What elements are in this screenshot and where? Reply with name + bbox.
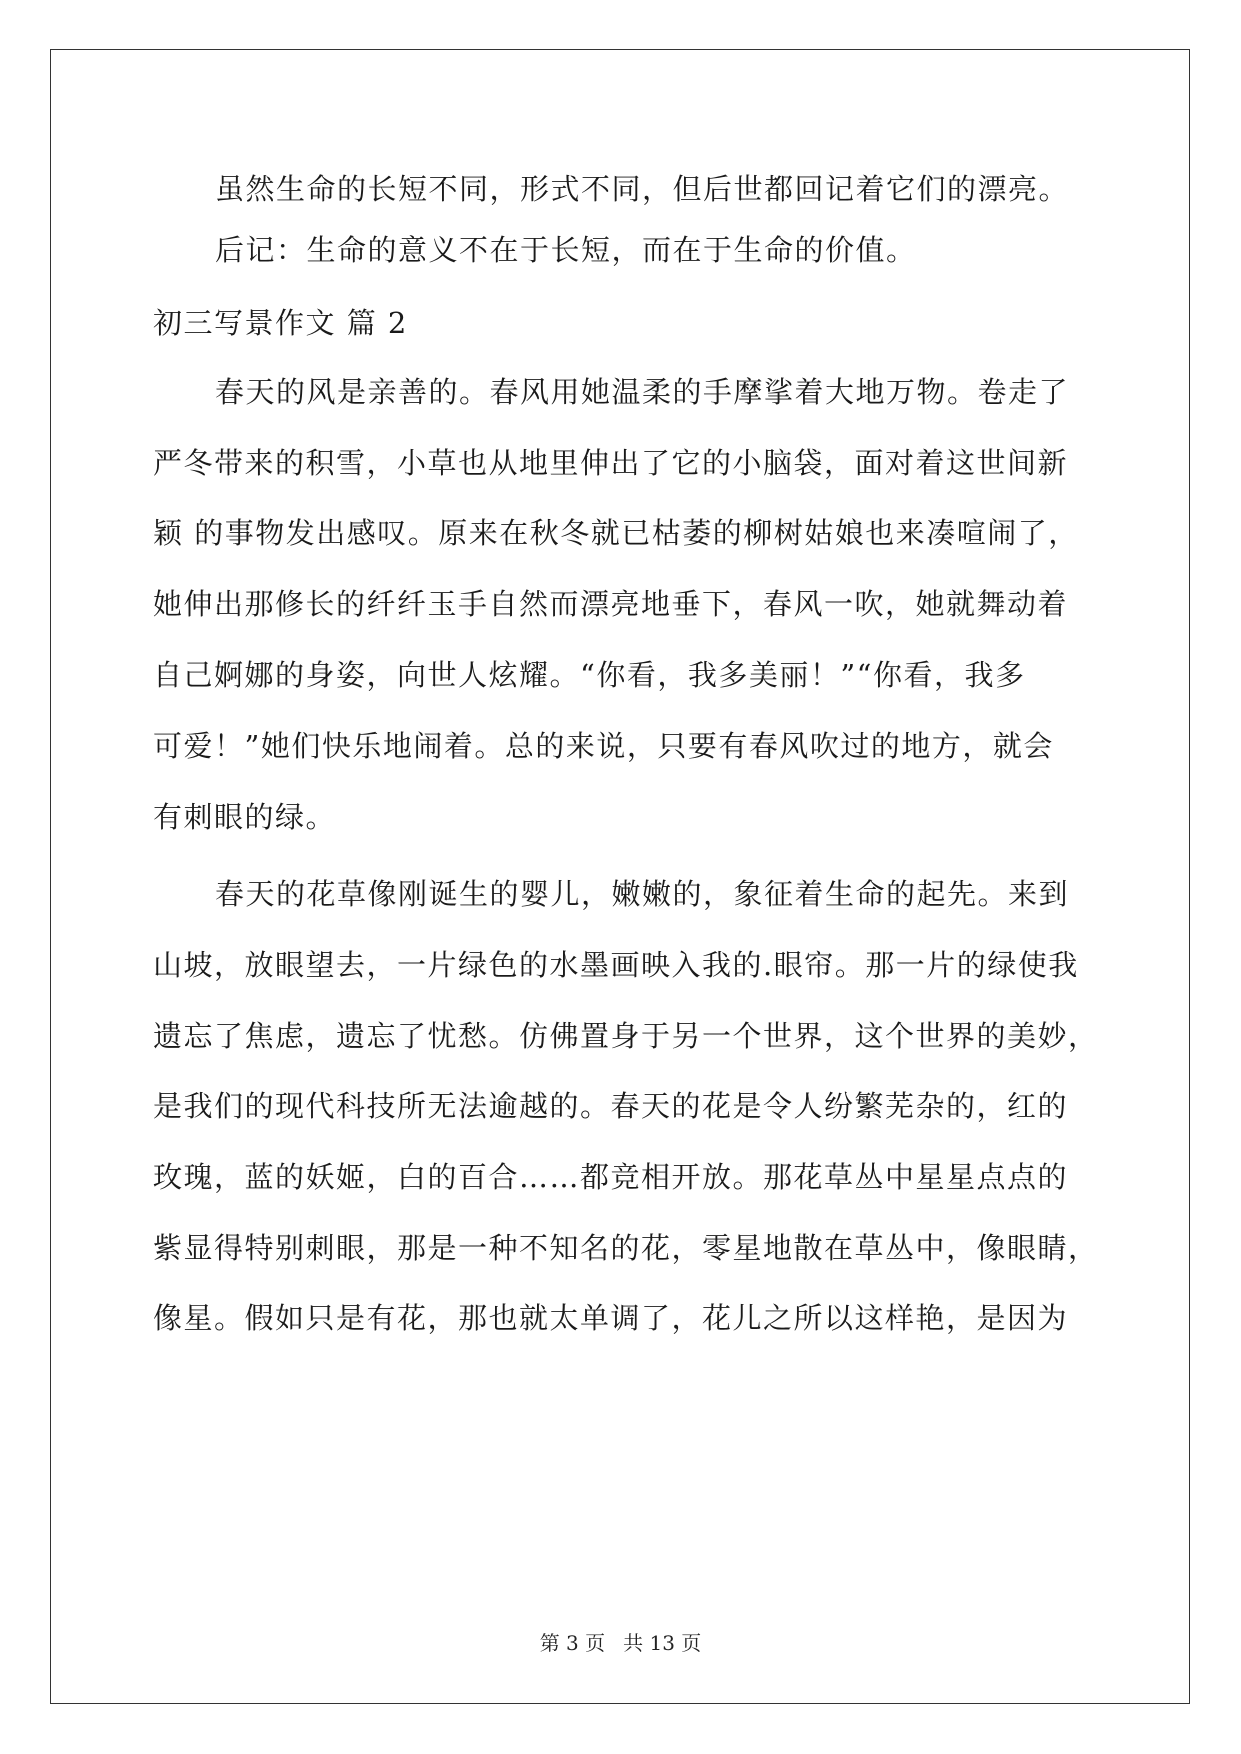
paragraph-line: 自己婀娜的身姿，向世人炫耀。“你看，我多美丽！”“你看，我多: [153, 658, 1026, 692]
page-number: 第 3 页: [539, 1631, 606, 1655]
paragraph-line: 春天的风是亲善的。春风用她温柔的手摩挲着大地万物。卷走了: [215, 375, 1070, 409]
paragraph-line: 遗忘了焦虑，遗忘了忧愁。仿佛置身于另一个世界，这个世界的美妙，: [153, 1019, 1099, 1053]
paragraph-line: 她伸出那修长的纤纤玉手自然而漂亮地垂下，春风一吹，她就舞动着: [153, 587, 1069, 621]
paragraph-line: 山坡，放眼望去，一片绿色的水墨画映入我的.眼帘。那一片的绿使我: [153, 948, 1079, 982]
paragraph-line: 玫瑰，蓝的妖姬，白的百合……都竞相开放。那花草丛中星星点点的: [153, 1160, 1069, 1194]
paragraph-line: 春天的花草像刚诞生的婴儿，嫩嫩的，象征着生命的起先。来到: [215, 877, 1070, 911]
paragraph-line: 严冬带来的积雪，小草也从地里伸出了它的小脑袋，面对着这世间新: [153, 446, 1069, 480]
page-footer: [0, 1627, 1241, 1656]
paragraph-line: 像星。假如只是有花，那也就太单调了，花儿之所以这样艳，是因为: [153, 1301, 1069, 1335]
paragraph-line: 颖 的事物发出感叹。原来在秋冬就已枯萎的柳树姑娘也来凑喧闹了，: [153, 516, 1079, 550]
paragraph-line: 后记：生命的意义不在于长短，而在于生命的价值。: [215, 233, 917, 267]
page-total: 共 13 页: [623, 1631, 702, 1655]
paragraph-line: 紫显得特别刺眼，那是一种不知名的花，零星地散在草丛中，像眼睛，: [153, 1231, 1099, 1265]
paragraph-line: 有刺眼的绿。: [153, 800, 337, 834]
section-heading: 初三写景作文 篇 2: [153, 306, 408, 340]
paragraph-line: 可爱！”她们快乐地闹着。总的来说，只要有春风吹过的地方，就会: [153, 729, 1054, 763]
paragraph-line: 是我们的现代科技所无法逾越的。春天的花是令人纷繁芜杂的，红的: [153, 1089, 1069, 1123]
paragraph-line: 虽然生命的长短不同，形式不同，但后世都回记着它们的漂亮。: [215, 172, 1070, 206]
